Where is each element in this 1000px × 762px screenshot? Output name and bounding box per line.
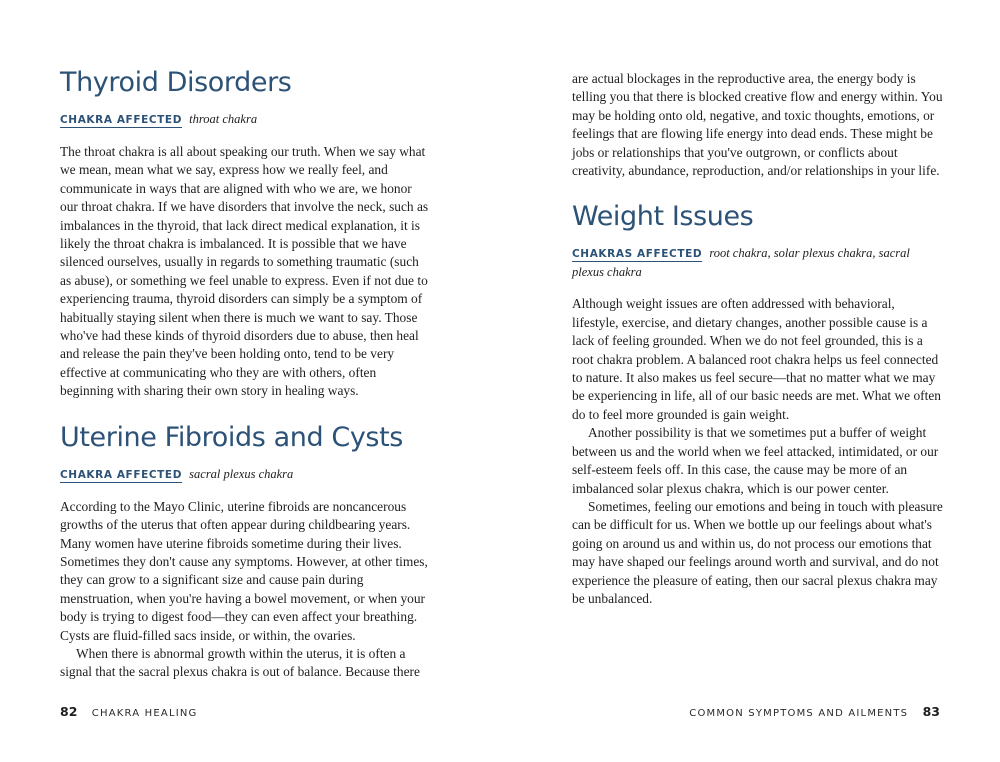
- right-column: [572, 70, 943, 608]
- chakra-affected-label: CHAKRA AFFECTED: [60, 468, 183, 481]
- section-uterine-fibroids: [60, 421, 430, 682]
- section-heading: Weight Issues: [572, 201, 754, 233]
- section-weight-issues: [572, 200, 943, 608]
- chakra-affected-label: CHAKRA AFFECTED: [60, 114, 183, 126]
- chakra-affected-value: sacral plexus chakra: [189, 466, 294, 481]
- chakra-affected-value: throat chakra: [189, 112, 258, 126]
- section-heading: Thyroid Disorders: [60, 67, 292, 98]
- right-page: [500, 0, 1000, 762]
- chakra-affected-line: [60, 110, 430, 129]
- running-title: CHAKRA HEALING: [91, 708, 198, 719]
- body-paragraph: The throat chakra is all about speaking our truth. When we say what we mean, mean what we say, express how we really feel, and communicate in ways that are aligned with who we are, we honor our throat chakra. If we have disorders that involve the neck, such as imbalances in the thyroid, that lack direct medical explanation, it is likely the throat chakra is imbalanced. It is possible that we have silenced ourselves, usually in regards to something traumatic (such as abuse), or something we feel unable to express. Even if not due to experiencing trauma, thyroid disorders can simply be a symptom of habitually staying silent when there is much we want to say. Those who've had these kinds of thyroid disorders due to abuse, then heal and release the pain they've been holding onto, tend to be very effective at communicating who they are with others, often beginning with sharing their own story in healing ways.: [60, 144, 429, 399]
- body-paragraph: According to the Mayo Clinic, uterine fibroids are noncancerous growths of the uterus that often appear during childbearing years. Many women have uterine fibroids sometime during their lives. Sometimes they don't cause any symptoms. However, at other times, they can grow to a significant size and cause pain during menstruation, when you're having a bowel movement, or when your body is trying to digest food—they can even affect your breathing. Cysts are fluid-filled sacs inside, or within, the ovaries.: [60, 498, 428, 643]
- section-thyroid-disorders: [60, 66, 430, 401]
- section-heading: Uterine Fibroids and Cysts: [60, 421, 403, 453]
- chakras-affected-value: root chakra, solar plexus chakra, sacral plexus chakra: [572, 246, 910, 280]
- body-paragraph: Another possibility is that we sometimes put a buffer of weight between us and the world when we feel attacked, intimidated, or our self-esteem feels off. In this case, the cause may be more of an imbalanced solar plexus chakra, which is our power center.: [572, 425, 939, 496]
- continued-paragraph: are actual blockages in the reproductive area, the energy body is telling you that there is blocked creative flow and energy within. You may be holding onto old, negative, and toxic thoughts, emotions, or feelings that are flowing life energy into dead ends. These might be jobs or relationships that you've outgrown, or conflicts about creativity, abundance, reproduction, and/or relationships in your life.: [572, 71, 943, 179]
- chakras-affected-label: CHAKRAS AFFECTED: [572, 248, 703, 261]
- right-page-footer: [689, 704, 940, 719]
- left-column: [60, 66, 430, 682]
- running-title: COMMON SYMPTOMS AND AILMENTS: [689, 708, 909, 719]
- chakras-affected-line: [572, 244, 943, 281]
- left-page-footer: [60, 704, 198, 719]
- body-paragraph: Sometimes, feeling our emotions and being in touch with pleasure can be difficult for us. When we bottle up our feelings about what's going on around us and within us, do not process our emotions that may have shaped our feelings around worth and survival, and do not experience the pleasure of eating, then our sacral plexus chakra may be unbalanced.: [572, 498, 943, 606]
- page-number: 82: [60, 704, 78, 719]
- body-paragraph: Although weight issues are often addressed with behavioral, lifestyle, exercise, and dietary changes, another possible cause is a lack of feeling grounded. When we do not feel grounded, this is a root chakra problem. A balanced root chakra helps us feel connected to nature. It also makes us feel secure—that no matter what we may be experiencing in life, all of our basic needs are met. What we often do to feel more grounded is gain weight.: [572, 296, 941, 422]
- chakra-affected-line: [60, 465, 430, 484]
- page-number: 83: [922, 704, 940, 719]
- body-paragraph: When there is abnormal growth within the uterus, it is often a signal that the sacral plexus chakra is out of balance. Because there: [60, 645, 420, 680]
